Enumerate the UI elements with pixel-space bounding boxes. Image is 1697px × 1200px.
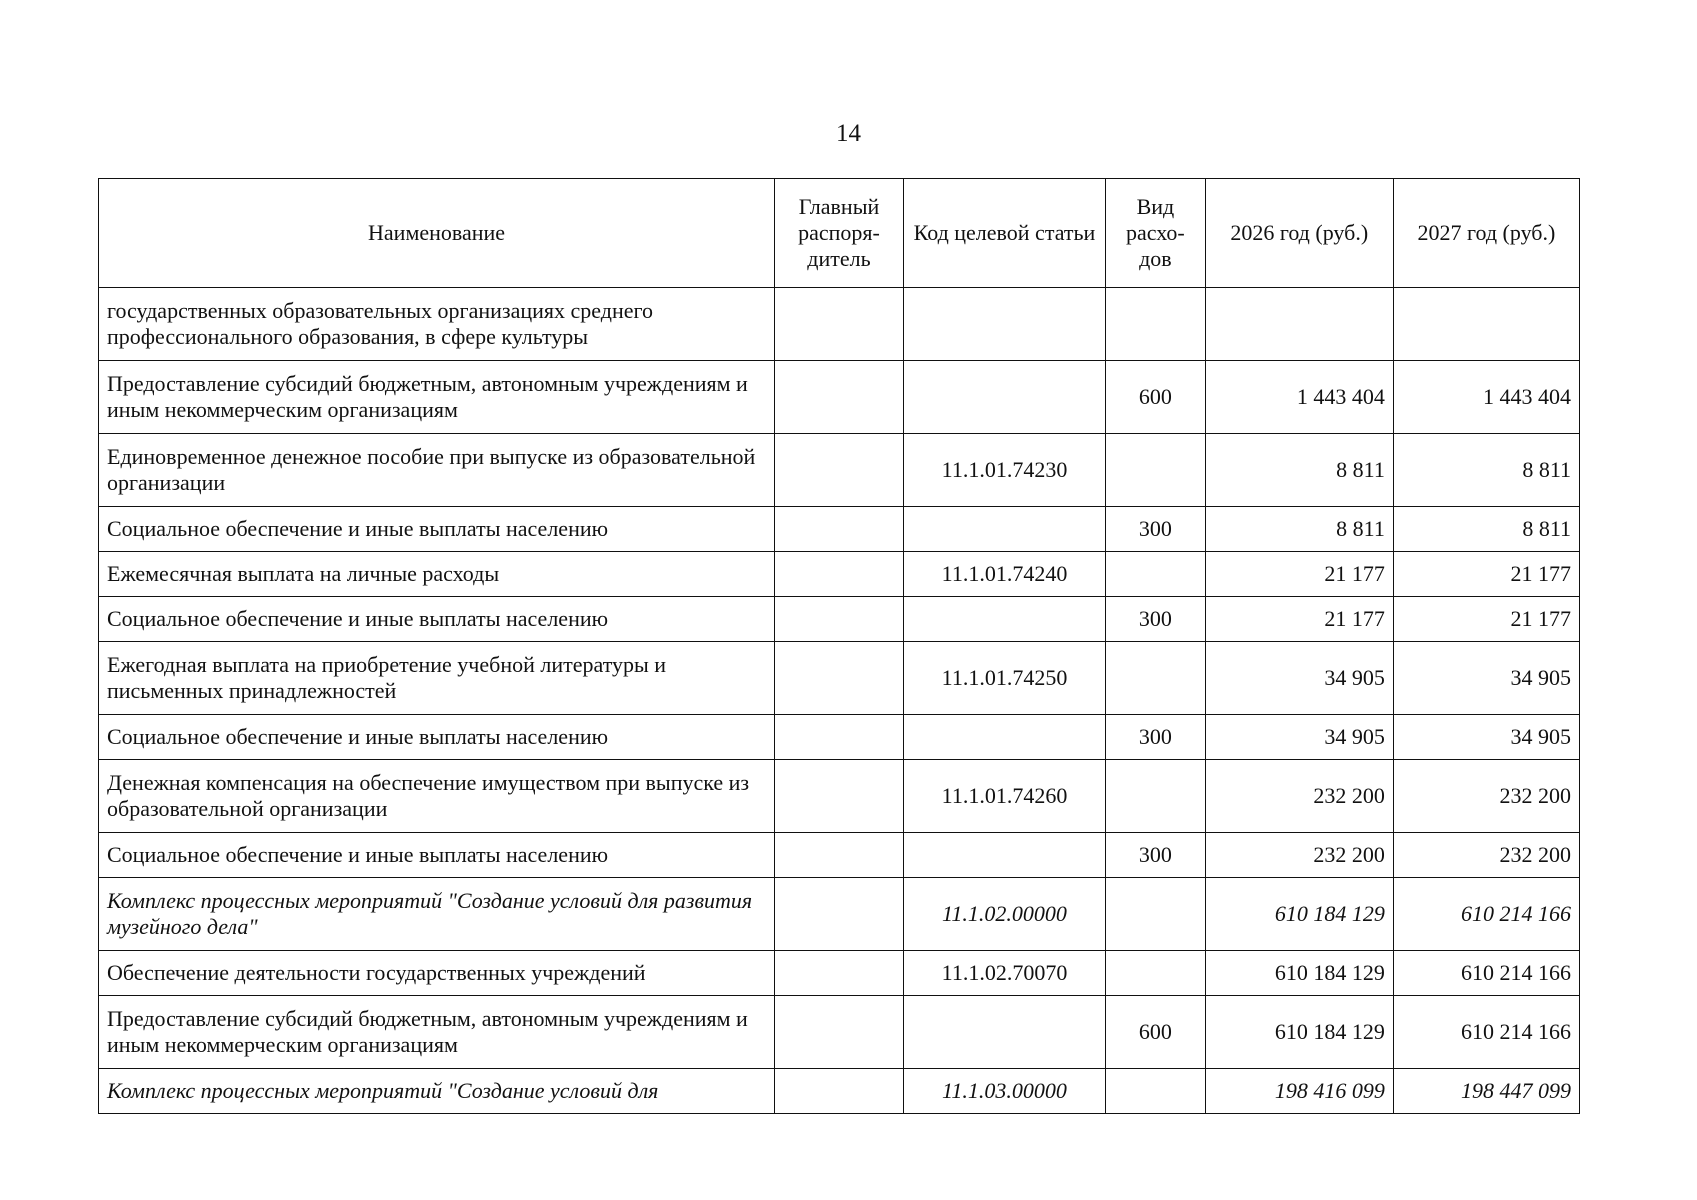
cell-2027: 34 905	[1393, 715, 1579, 760]
table-row	[99, 878, 1580, 951]
cell-2026: 21 177	[1205, 552, 1393, 597]
cell-kind	[1106, 642, 1206, 715]
header-name: Наименование	[99, 179, 775, 288]
cell-code	[903, 597, 1105, 642]
cell-2027: 198 447 099	[1393, 1069, 1579, 1114]
table-row	[99, 434, 1580, 507]
cell-manager	[775, 715, 904, 760]
cell-code: 11.1.01.74240	[903, 552, 1105, 597]
cell-2027: 232 200	[1393, 760, 1579, 833]
cell-kind: 300	[1106, 507, 1206, 552]
cell-kind: 600	[1106, 361, 1206, 434]
table-row	[99, 552, 1580, 597]
table-row	[99, 642, 1580, 715]
cell-kind	[1106, 1069, 1206, 1114]
cell-kind	[1106, 760, 1206, 833]
cell-2026: 1 443 404	[1205, 361, 1393, 434]
cell-kind: 600	[1106, 996, 1206, 1069]
cell-code	[903, 996, 1105, 1069]
cell-manager	[775, 833, 904, 878]
cell-manager	[775, 434, 904, 507]
cell-manager	[775, 552, 904, 597]
cell-name: Социальное обеспечение и иные выплаты населению	[99, 597, 775, 642]
cell-kind: 300	[1106, 597, 1206, 642]
cell-2027: 610 214 166	[1393, 878, 1579, 951]
header-2027: 2027 год (руб.)	[1393, 179, 1579, 288]
budget-table	[98, 178, 1580, 1114]
budget-table-container	[98, 178, 1580, 1114]
table-header-row	[99, 179, 1580, 288]
table-row	[99, 760, 1580, 833]
table-row	[99, 1069, 1580, 1114]
cell-2027: 8 811	[1393, 507, 1579, 552]
header-2026: 2026 год (руб.)	[1205, 179, 1393, 288]
cell-kind	[1106, 951, 1206, 996]
cell-manager	[775, 288, 904, 361]
cell-manager	[775, 760, 904, 833]
cell-kind: 300	[1106, 715, 1206, 760]
cell-2027: 610 214 166	[1393, 951, 1579, 996]
cell-kind: 300	[1106, 833, 1206, 878]
header-kind: Вид расхо-дов	[1106, 179, 1206, 288]
table-row	[99, 715, 1580, 760]
cell-2026: 34 905	[1205, 715, 1393, 760]
cell-2027: 21 177	[1393, 597, 1579, 642]
cell-manager	[775, 507, 904, 552]
cell-kind	[1106, 552, 1206, 597]
cell-name: Ежемесячная выплата на личные расходы	[99, 552, 775, 597]
table-row	[99, 833, 1580, 878]
cell-2026: 610 184 129	[1205, 878, 1393, 951]
cell-2027: 8 811	[1393, 434, 1579, 507]
cell-manager	[775, 597, 904, 642]
cell-2027: 21 177	[1393, 552, 1579, 597]
cell-manager	[775, 1069, 904, 1114]
cell-code: 11.1.01.74230	[903, 434, 1105, 507]
cell-kind	[1106, 288, 1206, 361]
cell-code: 11.1.01.74250	[903, 642, 1105, 715]
table-body	[99, 288, 1580, 1114]
cell-name: Предоставление субсидий бюджетным, автономным учреждениям и иным некоммерческим организациям	[99, 361, 775, 434]
cell-kind	[1106, 434, 1206, 507]
cell-name: Социальное обеспечение и иные выплаты населению	[99, 833, 775, 878]
cell-2027: 34 905	[1393, 642, 1579, 715]
header-code: Код целевой статьи	[903, 179, 1105, 288]
cell-name: Предоставление субсидий бюджетным, автономным учреждениям и иным некоммерческим организациям	[99, 996, 775, 1069]
cell-name: Обеспечение деятельности государственных учреждений	[99, 951, 775, 996]
cell-code: 11.1.02.70070	[903, 951, 1105, 996]
cell-name: Ежегодная выплата на приобретение учебной литературы и письменных принадлежностей	[99, 642, 775, 715]
cell-code	[903, 715, 1105, 760]
cell-kind	[1106, 878, 1206, 951]
page-number: 14	[836, 120, 861, 147]
cell-2027: 232 200	[1393, 833, 1579, 878]
cell-manager	[775, 361, 904, 434]
cell-name: Комплекс процессных мероприятий "Создание условий для развития музейного дела"	[99, 878, 775, 951]
cell-2027: 610 214 166	[1393, 996, 1579, 1069]
cell-name: Единовременное денежное пособие при выпуске из образовательной организации	[99, 434, 775, 507]
cell-2027: 1 443 404	[1393, 361, 1579, 434]
cell-manager	[775, 996, 904, 1069]
cell-code: 11.1.01.74260	[903, 760, 1105, 833]
cell-2026: 8 811	[1205, 507, 1393, 552]
table-row	[99, 951, 1580, 996]
cell-name: Комплекс процессных мероприятий "Создание условий для	[99, 1069, 775, 1114]
table-row	[99, 361, 1580, 434]
cell-2026: 610 184 129	[1205, 951, 1393, 996]
table-row	[99, 597, 1580, 642]
cell-2026: 610 184 129	[1205, 996, 1393, 1069]
cell-name: государственных образовательных организациях среднего профессионального образования, в сфере культуры	[99, 288, 775, 361]
cell-code: 11.1.02.00000	[903, 878, 1105, 951]
cell-2026: 232 200	[1205, 760, 1393, 833]
header-manager: Главный распоря-дитель	[775, 179, 904, 288]
cell-code	[903, 507, 1105, 552]
cell-name: Социальное обеспечение и иные выплаты населению	[99, 715, 775, 760]
cell-code	[903, 288, 1105, 361]
table-row	[99, 996, 1580, 1069]
cell-2026: 34 905	[1205, 642, 1393, 715]
cell-name: Социальное обеспечение и иные выплаты населению	[99, 507, 775, 552]
cell-2026: 198 416 099	[1205, 1069, 1393, 1114]
cell-code	[903, 833, 1105, 878]
cell-manager	[775, 951, 904, 996]
cell-2026: 232 200	[1205, 833, 1393, 878]
table-row	[99, 288, 1580, 361]
cell-name: Денежная компенсация на обеспечение имуществом при выпуске из образовательной организации	[99, 760, 775, 833]
cell-manager	[775, 642, 904, 715]
cell-2026: 8 811	[1205, 434, 1393, 507]
cell-2026	[1205, 288, 1393, 361]
cell-code: 11.1.03.00000	[903, 1069, 1105, 1114]
cell-2026: 21 177	[1205, 597, 1393, 642]
table-row	[99, 507, 1580, 552]
cell-code	[903, 361, 1105, 434]
cell-manager	[775, 878, 904, 951]
cell-2027	[1393, 288, 1579, 361]
